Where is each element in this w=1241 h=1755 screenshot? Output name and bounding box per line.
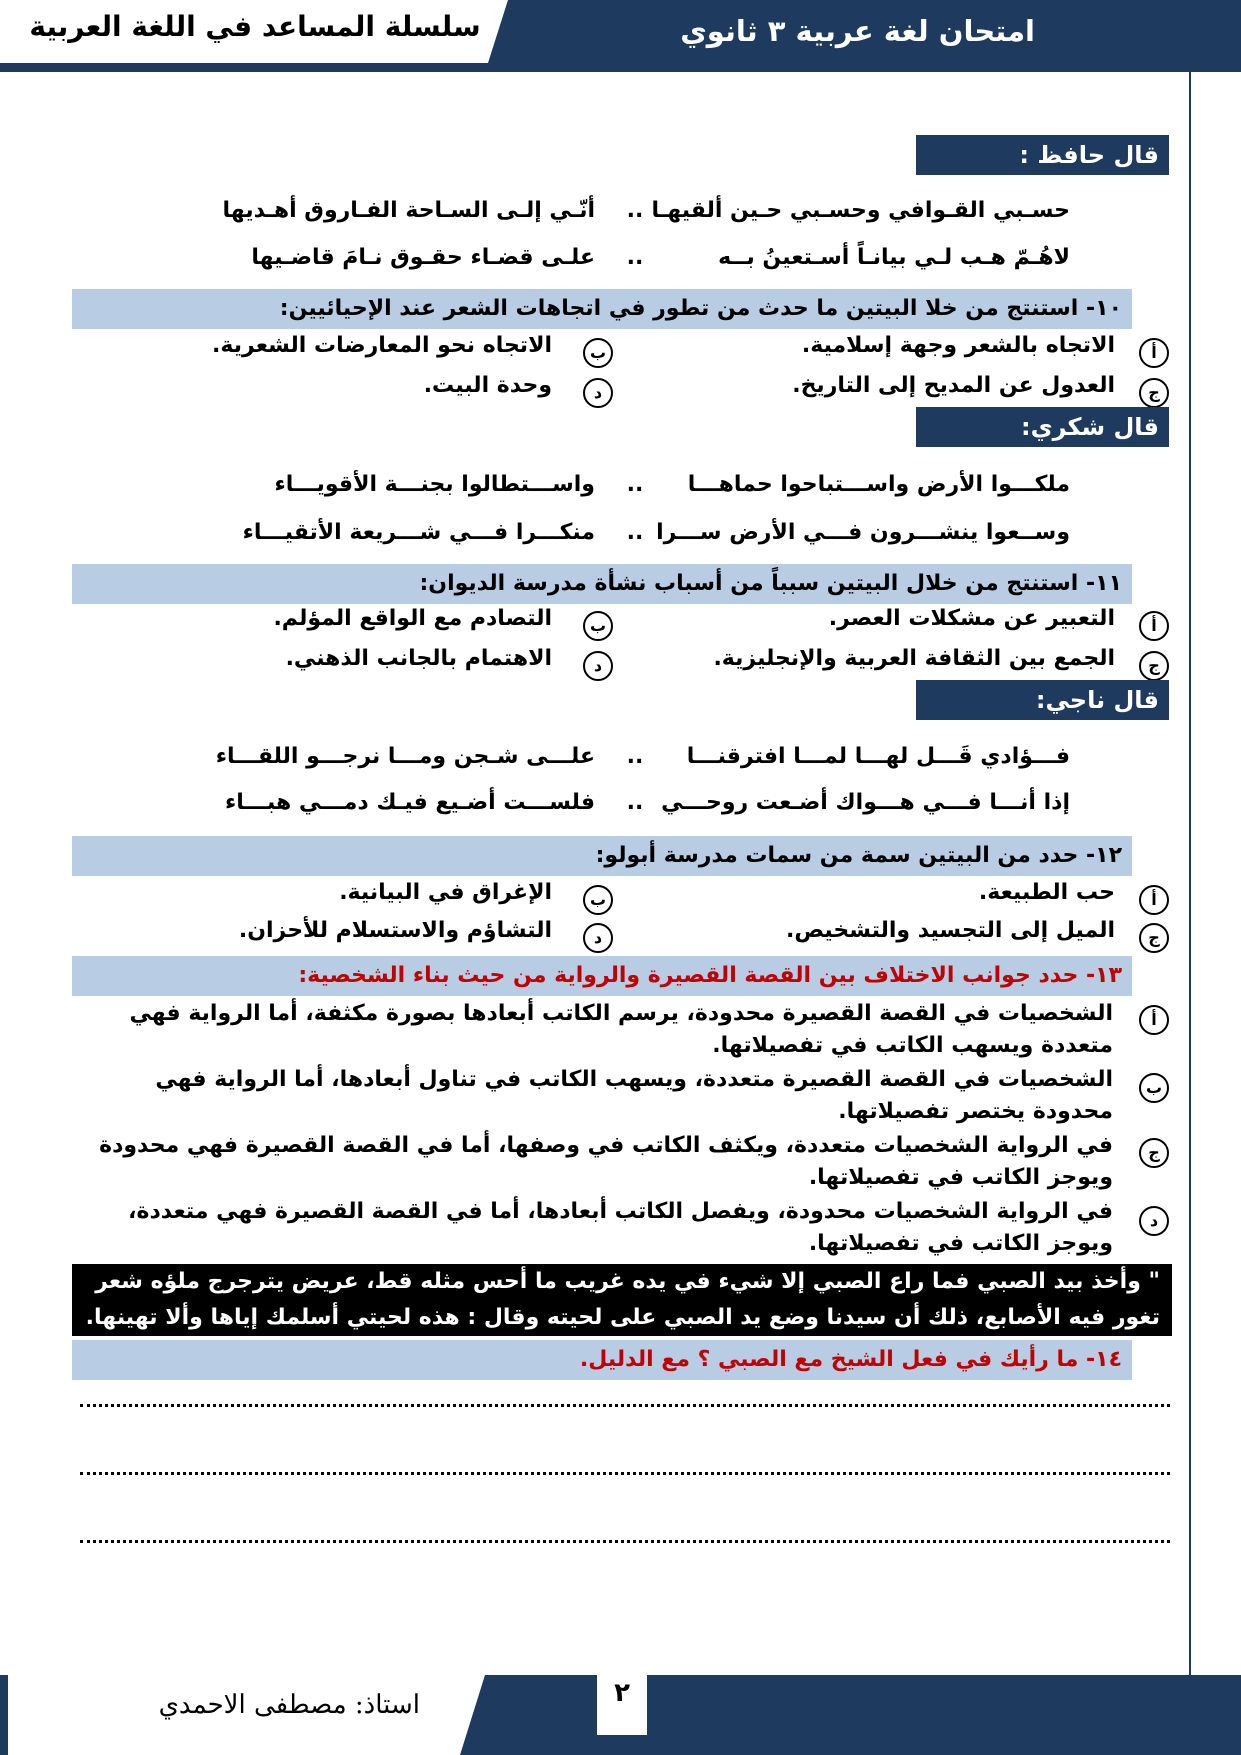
- option-b-text: الشخصيات في القصة القصيرة متعددة، ويسهب الكاتب في تناول أبعادها، أما الرواية فهي محدودة يختصر تفصيلاتها.: [155, 1067, 1113, 1124]
- footer-left-accent: [0, 1675, 8, 1755]
- verse-row: [0, 744, 1241, 784]
- answer-line[interactable]: [80, 1472, 1170, 1475]
- question-11-prompt: [72, 564, 1132, 604]
- option-c-text: الجمع بين الثقافة العربية والإنجليزية.: [713, 646, 1115, 671]
- section-title-hafez: قال حافظ :: [916, 135, 1169, 175]
- question-12-prompt: [72, 836, 1132, 876]
- option-b-text: الإغراق في البيانية.: [339, 880, 552, 905]
- verse-separator: ..: [626, 245, 644, 270]
- option-c-text: الميل إلى التجسيد والتشخيص.: [786, 918, 1115, 943]
- option-a-text: الاتجاه بالشعر وجهة إسلامية.: [801, 333, 1115, 358]
- verse-first-hemistich: وســعوا ينشـــرون فـــي الأرض ســـرا: [656, 520, 1070, 545]
- answer-line[interactable]: [80, 1404, 1170, 1407]
- option-c-marker[interactable]: ج: [1139, 651, 1169, 681]
- question-10-text: ١٠- استنتج من خلا البيتين ما حدث من تطور في اتجاهات الشعر عند الإحيائيين:: [279, 296, 1122, 321]
- verse-second-hemistich: واســـتطالوا بجنـــة الأقويـــاء: [274, 472, 595, 497]
- question-13-prompt: [72, 956, 1132, 996]
- verse-second-hemistich: علـى قضـاء حقـوق نـامَ قاضـيها: [251, 245, 595, 270]
- verse-separator: ..: [626, 472, 644, 497]
- verse-second-hemistich: منكـــرا فـــي شـــريعة الأتقيـــاء: [242, 520, 595, 545]
- option-d-marker[interactable]: د: [583, 651, 613, 681]
- verse-second-hemistich: علـــى شـجن ومـــا نرجـــو اللقـــاء: [215, 744, 595, 769]
- option-b-text: التصادم مع الواقع المؤلم.: [273, 606, 552, 631]
- author-signature: استاذ: مصطفى الاحمدي: [158, 1690, 420, 1720]
- verse-second-hemistich: فلســـت أضـيع فيـك دمـــي هبـــاء: [224, 790, 595, 815]
- option-c-marker[interactable]: ج: [1139, 378, 1169, 408]
- verse-second-hemistich: أنّـي إلـى السـاحة الفـاروق أهـديها: [222, 198, 595, 223]
- option-a-marker[interactable]: أ: [1139, 1005, 1169, 1035]
- option-d-marker[interactable]: د: [583, 378, 613, 408]
- option-a-marker[interactable]: أ: [1139, 885, 1169, 915]
- quote-passage: " وأخذ بيد الصبي فما راع الصبي إلا شيء في يده غريب ما أحس مثله قط، عريض يترجرج ملؤه شعر تغور فيه الأصابع، ذلك أن سيدنا وضع يد الصبي على لحيته وقال : هذه لحيتي أسلمك إياها وألا تهينها.: [72, 1264, 1172, 1336]
- page-number: ٢: [597, 1675, 647, 1735]
- verse-first-hemistich: فـــؤادي قَـــل لهـــا لمـــا افترقنـــا: [686, 744, 1070, 769]
- question-14-text: ١٤- ما رأيك في فعل الشيخ مع الصبي ؟ مع الدليل.: [579, 1347, 1122, 1372]
- option-a-text: التعبير عن مشكلات العصر.: [828, 606, 1115, 631]
- verse-separator: ..: [626, 790, 644, 815]
- option-b-marker[interactable]: ب: [583, 338, 613, 368]
- question-12-options-row-2: [0, 918, 1241, 958]
- section-title-nagy: قال ناجي:: [916, 680, 1169, 720]
- option-d-marker[interactable]: د: [1139, 1206, 1169, 1236]
- verse-first-hemistich: لاهُـمّ هـب لـي بيانـاً أسـتعينُ بــه: [718, 245, 1070, 270]
- question-10-prompt: [72, 289, 1132, 329]
- verse-row: [0, 198, 1241, 238]
- option-c-text: في الرواية الشخصيات متعددة، ويكثف الكاتب في وصفها، أما في القصة القصيرة فهي محدودة ويوجز الكاتب في تفصيلاتها.: [99, 1133, 1113, 1190]
- verse-separator: ..: [626, 520, 644, 545]
- verse-row: [0, 790, 1241, 830]
- option-a-text: حب الطبيعة.: [978, 880, 1115, 905]
- option-b-marker[interactable]: ب: [1139, 1073, 1169, 1103]
- option-c-text: العدول عن المديح إلى التاريخ.: [792, 373, 1115, 398]
- verse-separator: ..: [626, 198, 644, 223]
- option-d-text: التشاؤم والاستسلام للأحزان.: [238, 918, 552, 943]
- verse-row: [0, 245, 1241, 285]
- verse-row: [0, 472, 1241, 512]
- verse-row: [0, 520, 1241, 560]
- question-12-options-row-1: [0, 880, 1241, 920]
- option-d-marker[interactable]: د: [583, 923, 613, 953]
- option-b-marker[interactable]: ب: [583, 885, 613, 915]
- option-a-marker[interactable]: أ: [1139, 611, 1169, 641]
- option-a-marker[interactable]: أ: [1139, 338, 1169, 368]
- option-c-marker[interactable]: ج: [1139, 923, 1169, 953]
- option-b-marker[interactable]: ب: [583, 611, 613, 641]
- verse-first-hemistich: إذا أنـــا فـــي هـــواك أضـعت روحـــي: [661, 790, 1070, 815]
- option-d-text: الاهتمام بالجانب الذهني.: [285, 646, 552, 671]
- answer-line[interactable]: [80, 1540, 1170, 1543]
- exam-title: امتحان لغة عربية ٣ ثانوي: [680, 14, 1035, 48]
- question-12-text: ١٢- حدد من البيتين سمة من سمات مدرسة أبولو:: [595, 843, 1122, 868]
- verse-separator: ..: [626, 744, 644, 769]
- option-d-text: في الرواية الشخصيات محدودة، ويفصل الكاتب أبعادها، أما في القصة القصيرة فهي متعددة، ويوجز الكاتب في تفصيلاتها.: [128, 1199, 1113, 1256]
- option-b-text: الاتجاه نحو المعارضات الشعرية.: [212, 333, 552, 358]
- option-d-text: وحدة البيت.: [423, 373, 552, 398]
- section-title-shokry: قال شكري:: [916, 407, 1169, 447]
- option-c-marker[interactable]: ج: [1139, 1138, 1169, 1168]
- question-11-text: ١١- استنتج من خلال البيتين سبباً من أسباب نشأة مدرسة الديوان:: [419, 571, 1122, 596]
- question-11-options-row-1: [0, 606, 1241, 646]
- page-right-border: [1189, 72, 1191, 1677]
- verse-first-hemistich: ملكـــوا الأرض واســـتباحوا حماهـــا: [687, 472, 1070, 497]
- question-13-text: ١٣- حدد جوانب الاختلاف بين القصة القصيرة والرواية من حيث بناء الشخصية:: [298, 963, 1122, 988]
- verse-first-hemistich: حسـبي القـوافي وحسـبي حـين ألقيهـا: [651, 198, 1070, 223]
- question-14-prompt: [72, 1340, 1132, 1380]
- question-10-options-row-1: [0, 333, 1241, 373]
- option-a-text: الشخصيات في القصة القصيرة محدودة، يرسم الكاتب أبعادها بصورة مكثفة، أما الرواية فهي متعددة ويسهب الكاتب في تفصيلاتها.: [129, 1001, 1113, 1058]
- series-title: سلسلة المساعد في اللغة العربية: [29, 10, 481, 43]
